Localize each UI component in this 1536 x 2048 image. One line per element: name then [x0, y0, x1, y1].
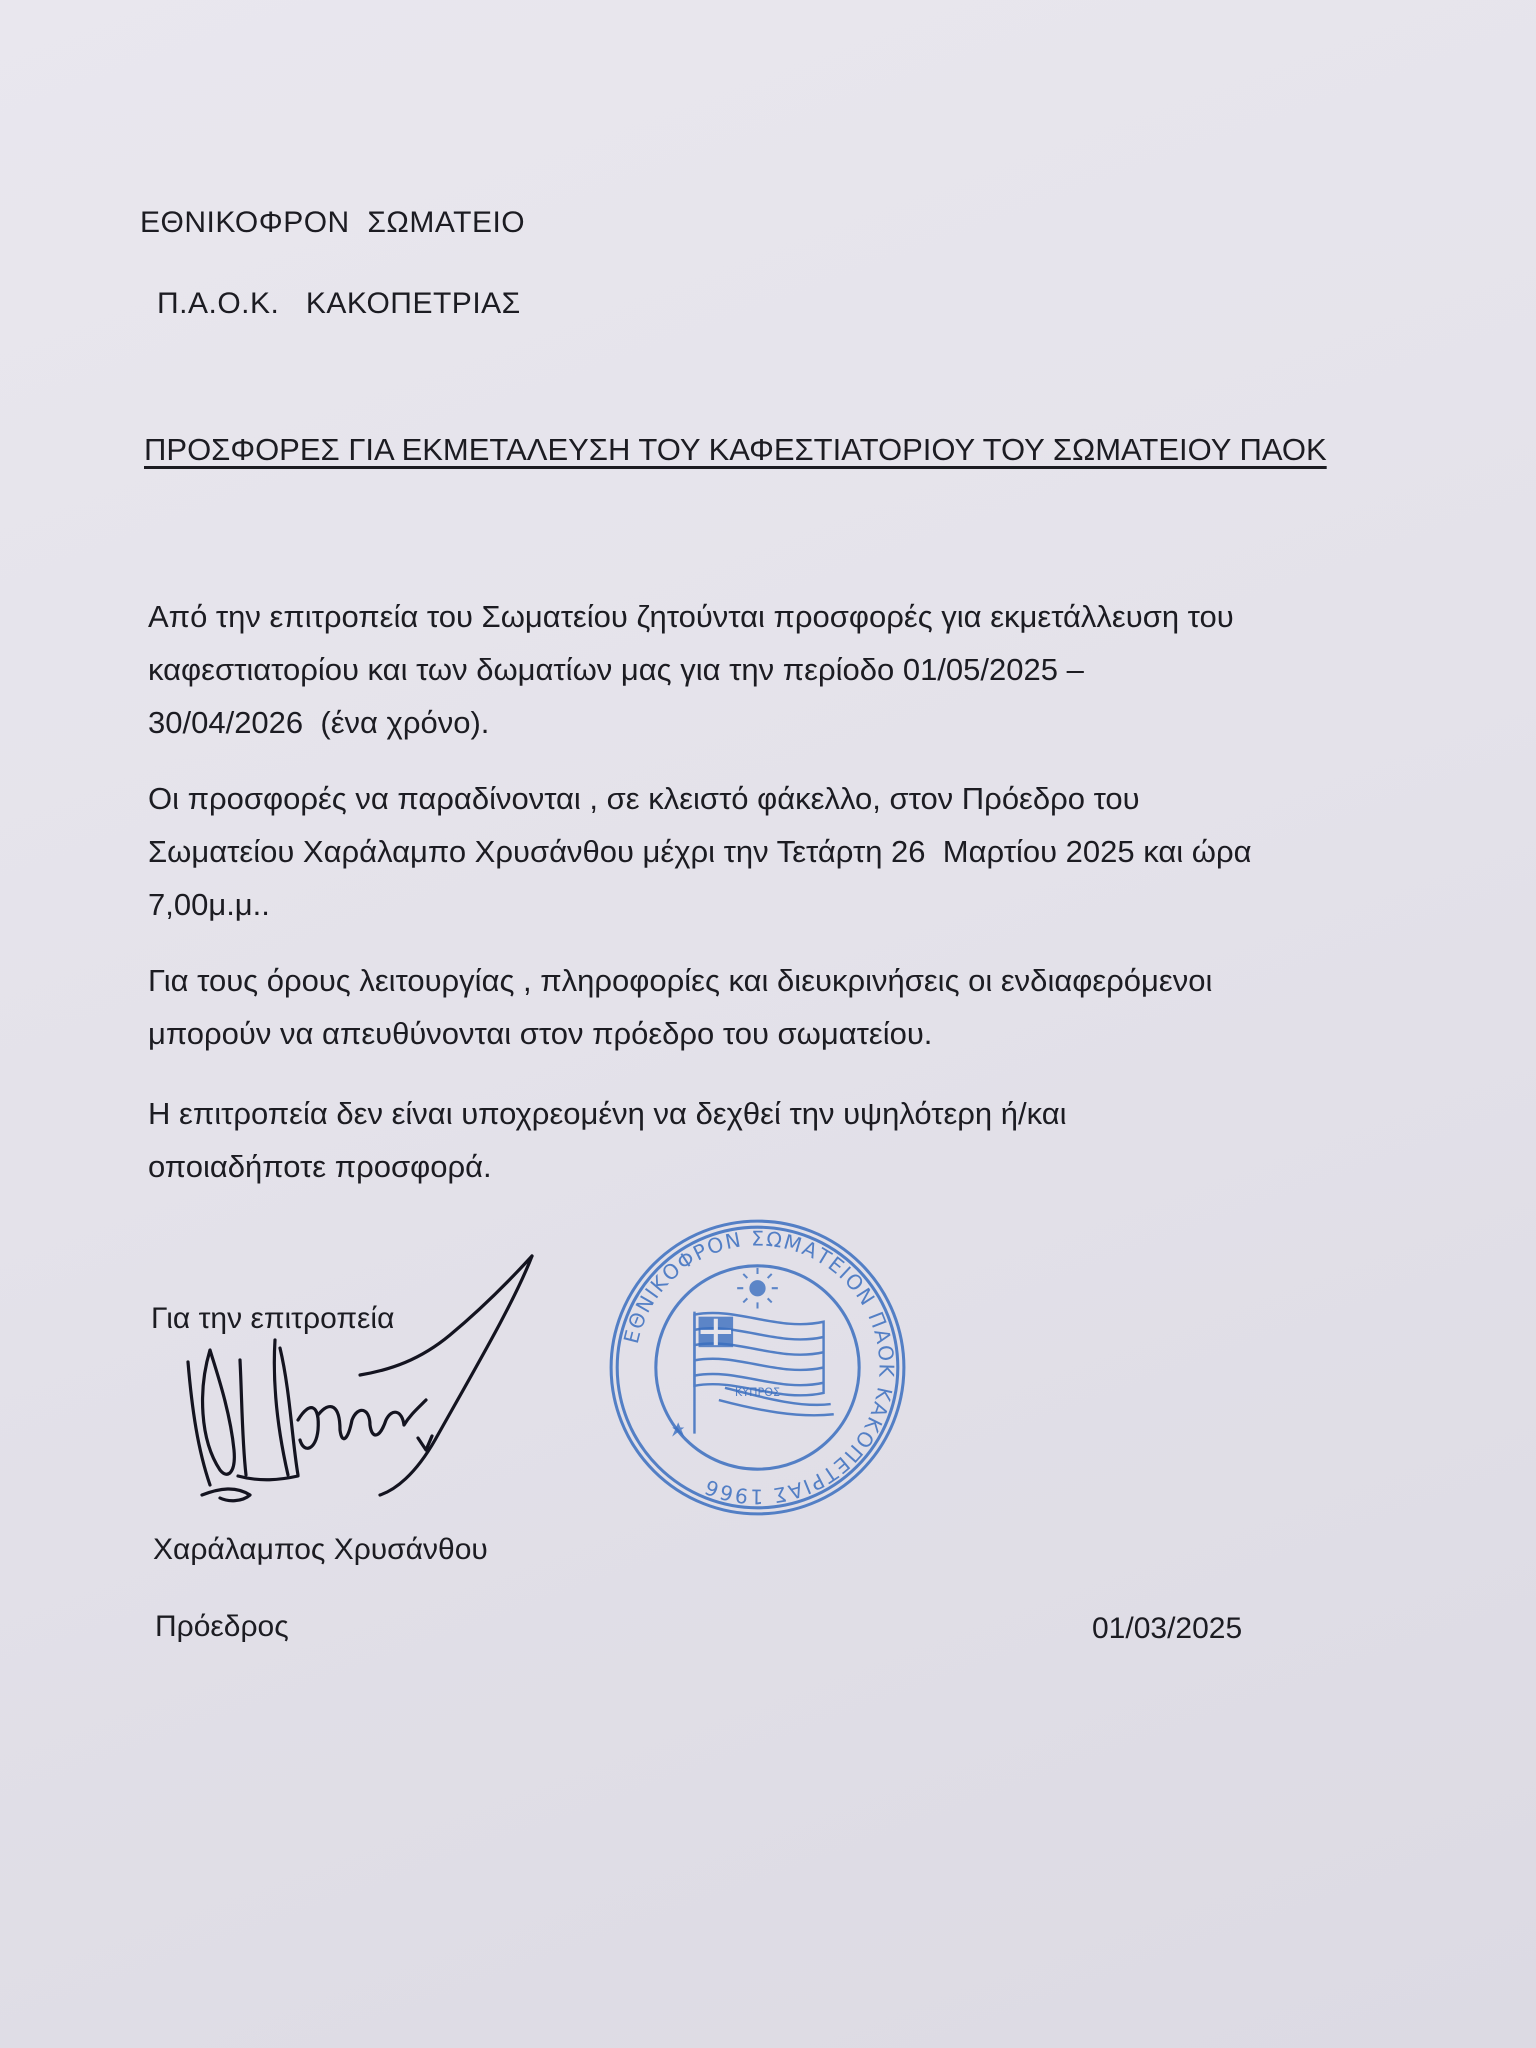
svg-text:ΕΘΝΙΚΟΦΡΟΝ ΣΩΜΑΤΕΙΟΝ ΠΑΟΚ ΚΑΚΟ: ΕΘΝΙΚΟΦΡΟΝ ΣΩΜΑΤΕΙΟΝ ΠΑΟΚ ΚΑΚΟΠΕΤΡΙΑΣ 1966: [619, 1226, 899, 1509]
paragraph-line: καφεστιατορίου και των δωματίων μας για την περίοδο 01/05/2025 –: [148, 652, 1084, 687]
paragraph-line: Οι προσφορές να παραδίνονται , σε κλειστό φάκελλο, στον Πρόεδρο του: [148, 781, 1140, 816]
org-name-line1: ΕΘΝΙΚΟΦΡΟΝ ΣΩΜΑΤΕΙΟ: [140, 206, 526, 239]
document-title: ΠΡΟΣΦΟΡΕΣ ΓΙΑ ΕΚΜΕΤΑΛΕΥΣΗ ΤΟΥ ΚΑΦΕΣΤΙΑΤΟΡΙΟΥ ΤΟΥ ΣΩΜΑΤΕΙΟΥ ΠΑΟΚ: [144, 432, 1327, 467]
paragraph-line: Για τους όρους λειτουργίας , πληροφορίες και διευκρινήσεις οι ενδιαφερόμενοι: [148, 963, 1213, 998]
association-stamp: [605, 1215, 910, 1520]
paragraph-information: [148, 954, 1398, 1060]
paragraph-line: μπορούν να απευθύνονται στον πρόεδρο του σωματείου.: [148, 1016, 933, 1051]
handwritten-signature: [180, 1240, 560, 1530]
paragraph-submission-deadline: [148, 772, 1398, 931]
paragraph-disclaimer: [148, 1087, 1398, 1193]
on-behalf-label: Για την επιτροπεία: [151, 1302, 395, 1335]
org-name-line2: Π.Α.Ο.Κ. ΚΑΚΟΠΕΤΡΙΑΣ: [157, 287, 521, 320]
signatory-role: Πρόεδρος: [155, 1610, 289, 1643]
signatory-name: Χαράλαμπος Χρυσάνθου: [153, 1533, 488, 1566]
document-date: 01/03/2025: [1092, 1612, 1243, 1645]
paragraph-offers-request: [148, 590, 1398, 749]
paragraph-line: 30/04/2026 (ένα χρόνο).: [148, 705, 490, 740]
paragraph-line: 7,00μ.μ..: [148, 887, 270, 922]
paragraph-line: οποιαδήποτε προσφορά.: [148, 1149, 492, 1184]
paragraph-line: Η επιτροπεία δεν είναι υποχρεομένη να δεχθεί την υψηλότερη ή/και: [148, 1096, 1067, 1131]
svg-text:ΚΥΠΡΟΣ: ΚΥΠΡΟΣ: [734, 1385, 781, 1399]
paragraph-line: Σωματείου Χαράλαμπο Χρυσάνθου μέχρι την Τετάρτη 26 Μαρτίου 2025 και ώρα: [148, 834, 1252, 869]
paragraph-line: Από την επιτροπεία του Σωματείου ζητούνται προσφορές για εκμετάλλευση του: [148, 599, 1234, 634]
